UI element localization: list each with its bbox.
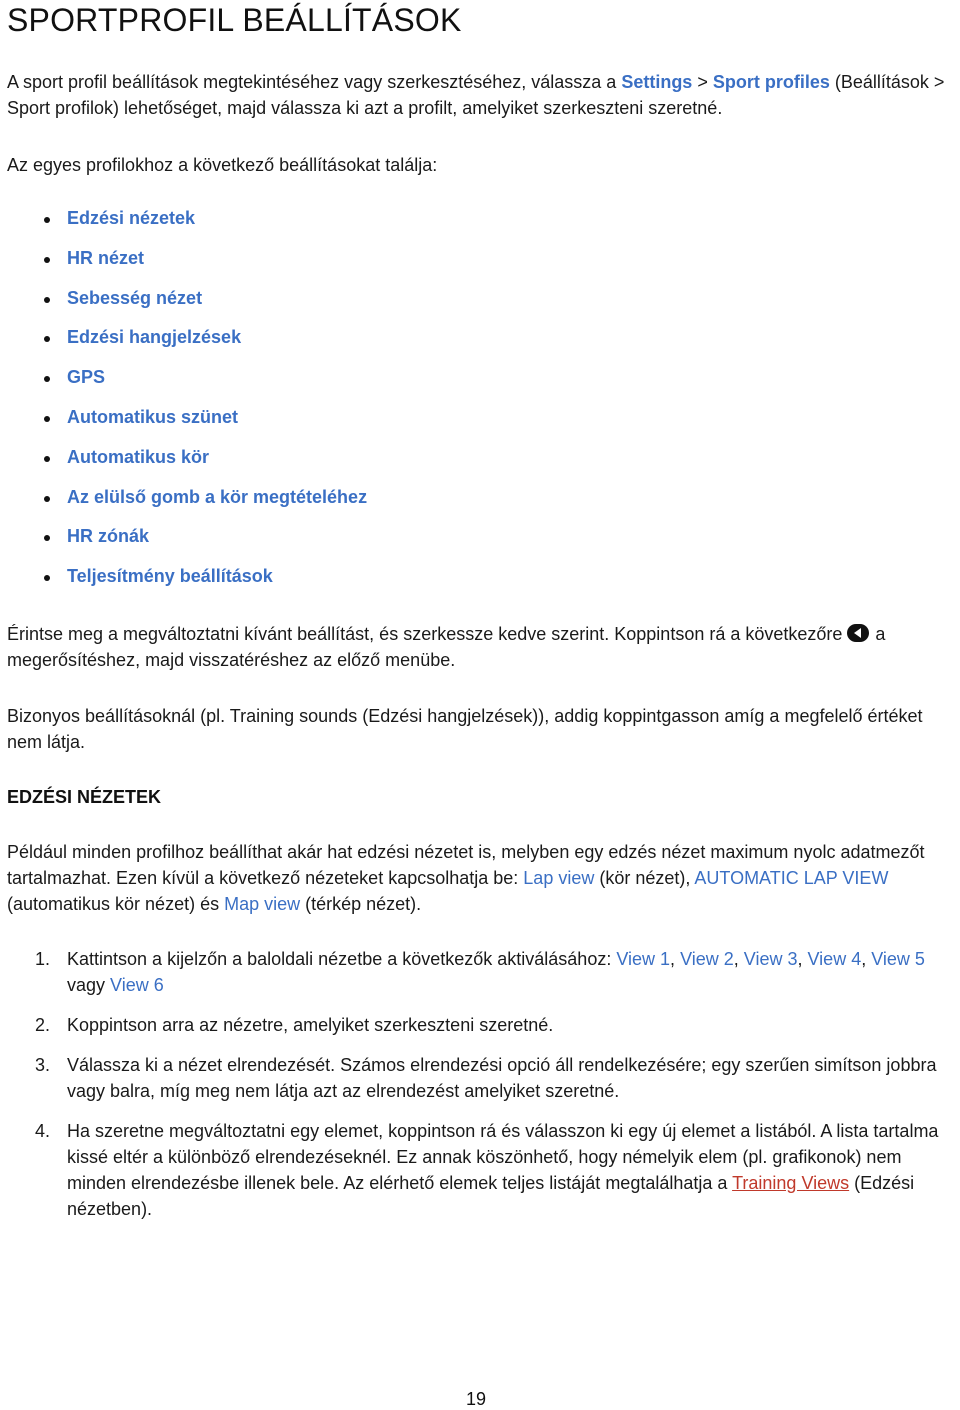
view-1-link[interactable]: View 1 <box>616 949 671 969</box>
settings-link[interactable]: Settings <box>621 72 693 92</box>
list-item-label: Edzési nézetek <box>67 208 196 228</box>
step-text: Válassza ki a nézet elrendezését. Számos elrendezési opció áll rendelkezésére; egy szerűen simítson jobbra vagy balra, míg meg nem látja azt az elrendezést amelyiket szeretné. <box>67 1055 937 1101</box>
back-arrow-icon <box>846 623 870 643</box>
lap-view-link[interactable]: Lap view <box>523 868 595 888</box>
bullet-dot <box>44 496 50 502</box>
step-comma: , <box>670 949 681 969</box>
map-view-link[interactable]: Map view <box>224 894 301 914</box>
bullet-dot <box>44 535 50 541</box>
list-item-label: HR nézet <box>67 247 145 268</box>
bullet-dot <box>44 297 50 303</box>
page-number: 19 <box>466 1389 487 1409</box>
list-item[interactable] <box>7 364 367 404</box>
bullet-dot <box>44 416 50 422</box>
list-item-label: Sebesség nézet <box>67 287 203 308</box>
page-title: SPORTPROFIL BEÁLLÍTÁSOK <box>7 2 462 38</box>
touch-text-2: a megerősítéshez, majd visszatéréshez az előző menübe. <box>7 624 886 670</box>
step-comma: , <box>733 949 744 969</box>
settings-lead-text: Az egyes profilokhoz a következő beállításokat találja: <box>7 155 438 175</box>
list-item-label: Az elülső gomb a kör megtételéhez <box>67 486 368 507</box>
view-2-link[interactable]: View 2 <box>680 949 734 969</box>
section-title: EDZÉSI NÉZETEK <box>7 787 162 807</box>
list-item-label: Automatikus kör <box>67 446 210 467</box>
list-item-label: GPS <box>67 367 106 388</box>
list-item[interactable] <box>7 484 367 524</box>
example-text-2: (kör nézet), <box>594 868 695 888</box>
view-4-link[interactable]: View 4 <box>807 949 862 969</box>
step-number: 1. <box>35 949 51 969</box>
list-item-label: Automatikus szünet <box>67 406 239 427</box>
intro-paragraph <box>7 69 957 121</box>
list-item[interactable] <box>7 285 367 325</box>
view-6-link[interactable]: View 6 <box>110 975 164 995</box>
list-item[interactable] <box>7 245 367 285</box>
list-item-label: Teljesítmény beállítások <box>67 566 273 587</box>
training-views-link[interactable]: Training Views <box>732 1173 850 1193</box>
list-item[interactable] <box>7 523 367 563</box>
bullet-dot <box>44 257 50 263</box>
bullet-dot <box>44 336 50 342</box>
example-text-3: (automatikus kör nézet) és <box>7 894 225 914</box>
bullet-dot <box>44 456 50 462</box>
list-item-label: HR zónák <box>67 526 150 547</box>
list-item[interactable] <box>7 404 367 444</box>
list-item[interactable] <box>7 205 367 245</box>
example-text-4: (térkép nézet). <box>300 894 422 914</box>
list-item[interactable] <box>7 444 367 484</box>
step-item <box>7 1012 960 1038</box>
view-5-link[interactable]: View 5 <box>871 949 925 969</box>
intro-text-2: (Beállítások > Sport profilok) lehetőséget, majd válassza ki azt a profilt, amelyiket szerkeszteni szeretné. <box>7 72 945 118</box>
list-item[interactable] <box>7 563 367 603</box>
steps-list <box>7 946 960 1236</box>
bullet-dot <box>44 575 50 581</box>
sport-profiles-link[interactable]: Sport profiles <box>712 72 830 92</box>
example-text-1: Például minden profilhoz beállíthat akár hat edzési nézetet is, melyben egy edzés nézet maximum nyolc adatmezőt tartalmazhat. Ezen kívül a következő nézeteket kapcsolhatja be: <box>7 842 925 888</box>
touch-text-1: Érintse meg a megváltoztatni kívánt beállítást, és szerkessze kedve szerint. Koppintson rá a következőre <box>7 624 843 644</box>
step-text-end: (Edzési nézetben). <box>67 1173 915 1219</box>
step-text: Ha szeretne megváltoztatni egy elemet, koppintson rá és válasszon ki egy új elemet a listából. A lista tartalma kissé eltér a különböző elrendezéseknél. Ez annak köszönhető, hogy némelyik elem (pl. grafikonok) nem minden elrendezésbe illenek bele. Az elérhető elemek teljes listáját megtalálhatja a <box>67 1121 939 1193</box>
intro-separator: > <box>692 72 713 92</box>
step-text: Kattintson a kijelzőn a baloldali nézetbe a következők aktiválásához: <box>67 949 617 969</box>
bullet-dot <box>44 217 50 223</box>
step-comma: , <box>797 949 808 969</box>
list-item-label: Edzési hangjelzések <box>67 327 242 348</box>
example-paragraph <box>7 839 947 917</box>
step-or: vagy <box>67 975 111 995</box>
settings-list <box>7 205 367 603</box>
step-number: 3. <box>35 1055 51 1075</box>
intro-text-1: A sport profil beállítások megtekintéséhez vagy szerkesztéséhez, válassza a <box>7 72 622 92</box>
step-item <box>7 946 960 998</box>
list-item[interactable] <box>7 324 367 364</box>
automatic-lap-view-link[interactable]: AUTOMATIC LAP VIEW <box>694 868 889 888</box>
some-settings-paragraph: Bizonyos beállításoknál (pl. Training sounds (Edzési hangjelzések)), addig koppintgasson amíg a megfelelő értéket nem látja. <box>7 706 923 752</box>
bullet-dot <box>44 376 50 382</box>
step-text: Koppintson arra az nézetre, amelyiket szerkeszteni szeretné. <box>67 1015 554 1035</box>
touch-paragraph <box>7 621 959 673</box>
step-comma: , <box>861 949 872 969</box>
step-number: 2. <box>35 1015 51 1035</box>
step-item <box>7 1118 960 1222</box>
step-number: 4. <box>35 1121 51 1141</box>
step-item <box>7 1052 960 1104</box>
view-3-link[interactable]: View 3 <box>743 949 798 969</box>
